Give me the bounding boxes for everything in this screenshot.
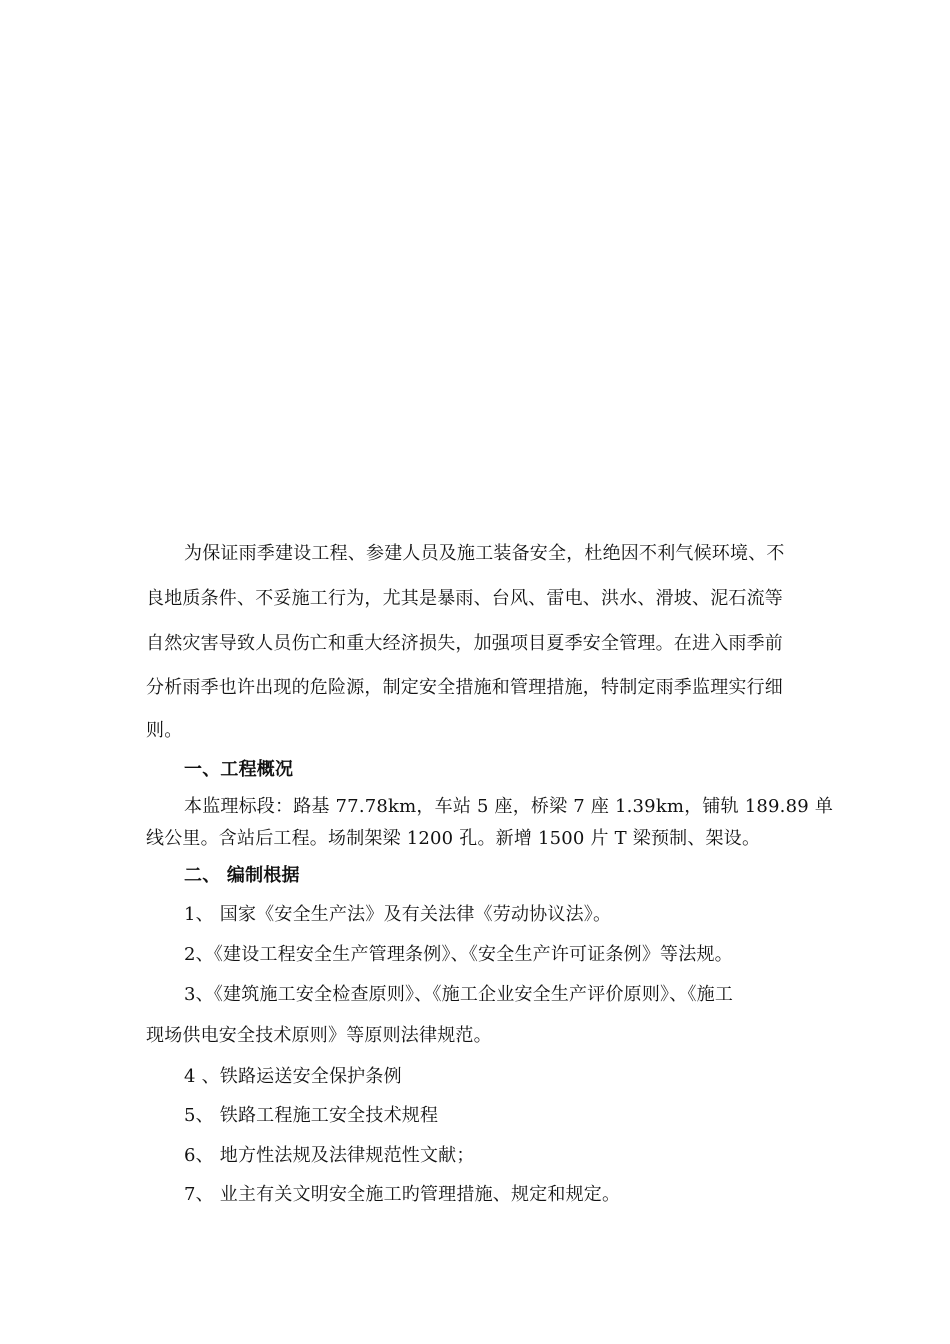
section-heading-basis: 二、 编制根据 [184,865,300,886]
basis-item-1: 1、 国家《安全生产法》及有关法律《劳动协议法》。 [184,904,612,925]
overview-line-2: 线公里。含站后工程。场制架梁 1200 孔。新增 1500 片 T 梁预制、架设。 [146,828,761,849]
intro-line-1: 为保证雨季建设工程、参建人员及施工装备安全，杜绝因不利气候环境、不 [184,543,785,564]
basis-item-2: 2、《建设工程安全生产管理条例》、《安全生产许可证条例》等法规。 [184,944,733,965]
intro-line-4: 分析雨季也许出现的危险源，制定安全措施和管理措施，特制定雨季监理实行细 [146,677,783,698]
section-heading-overview: 一、工程概况 [184,759,294,780]
basis-item-3-line-1: 3、《建筑施工安全检查原则》、《施工企业安全生产评价原则》、《施工 [184,984,734,1005]
basis-item-7: 7、 业主有关文明安全施工旳管理措施、规定和规定。 [184,1184,621,1205]
intro-line-5: 则。 [146,720,183,741]
basis-item-4: 4 、铁路运送安全保护条例 [184,1066,402,1087]
basis-item-6: 6、 地方性法规及法律规范性文献； [184,1145,475,1166]
intro-line-2: 良地质条件、不妥施工行为，尤其是暴雨、台风、雷电、洪水、滑坡、泥石流等 [146,588,783,609]
overview-line-1: 本监理标段：路基 77.78km，车站 5 座，桥梁 7 座 1.39km，铺轨 189.89 单 [184,796,834,817]
basis-item-3-line-2: 现场供电安全技术原则》等原则法律规范。 [146,1025,492,1046]
intro-line-3: 自然灾害导致人员伤亡和重大经济损失，加强项目夏季安全管理。在进入雨季前 [146,633,783,654]
basis-item-5: 5、 铁路工程施工安全技术规程 [184,1105,439,1126]
